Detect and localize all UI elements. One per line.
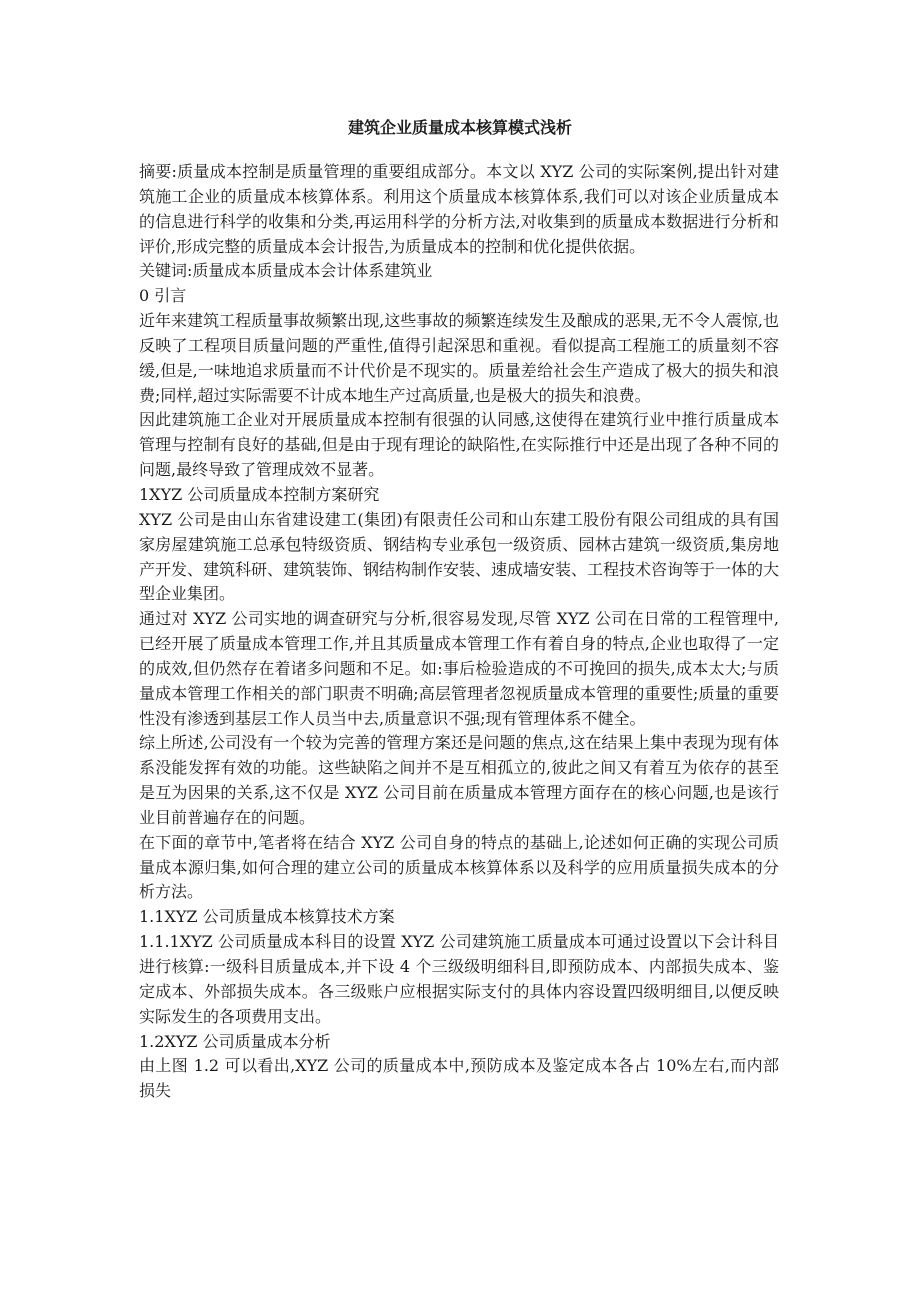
body-paragraph: 1.1.1XYZ 公司质量成本科目的设置 XYZ 公司建筑施工质量成本可通过设置以下会计科目进行核算:一级科目质量成本,并下设 4 个三级级明细科目,即预防成本、内部损失成本、鉴定成本、外部损失成本。各三级账户应根据实际支付的具体内容设置四级明细目,以便反映实际发生的各项费用支出。 — [139, 932, 779, 1026]
keywords-line: 关键词:质量成本质量成本会计体系建筑业 — [139, 261, 433, 281]
body-paragraph: 因此建筑施工企业对开展质量成本控制有很强的认同感,这使得在建筑行业中推行质量成本管理与控制有良好的基础,但是由于现有理论的缺陷性,在实际推行中还是出现了各种不同的问题,最终导致了管理成效不显著。 — [139, 410, 779, 480]
section-heading-1-2: 1.2XYZ 公司质量成本分析 — [139, 1031, 331, 1051]
body-paragraph: 在下面的章节中,笔者将在结合 XYZ 公司自身的特点的基础上,论述如何正确的实现公司质量成本源归集,如何合理的建立公司的质量成本核算体系以及科学的应用质量损失成本的分析方法。 — [139, 832, 779, 902]
section-heading-introduction: 0 引言 — [139, 286, 187, 306]
section-heading-1: 1XYZ 公司质量成本控制方案研究 — [139, 484, 380, 504]
body-paragraph: 由上图 1.2 可以看出,XYZ 公司的质量成本中,预防成本及鉴定成本各占 10%左右,而内部损失 — [139, 1056, 779, 1101]
body-paragraph: 通过对 XYZ 公司实地的调查研究与分析,很容易发现,尽管 XYZ 公司在日常的工程管理中,已经开展了质量成本管理工作,并且其质量成本管理工作有着自身的特点,企业也取得了一定的成效,但仍然存在着诸多问题和不足。如:事后检验造成的不可挽回的损失,成本太大;与质量成本管理工作相关的部门职责不明确;高层管理者忽视质量成本管理的重要性;质量的重要性没有渗透到基层工作人员当中去,质量意识不强;现有管理体系不健全。 — [139, 609, 779, 728]
abstract-paragraph: 摘要:质量成本控制是质量管理的重要组成部分。本文以 XYZ 公司的实际案例,提出针对建筑施工企业的质量成本核算体系。利用这个质量成本核算体系,我们可以对该企业质量成本的信息进行科学的收集和分类,再运用科学的分析方法,对收集到的质量成本数据进行分析和评价,形成完整的质量成本会计报告,为质量成本的控制和优化提供依据。 — [139, 162, 779, 256]
body-paragraph: XYZ 公司是由山东省建设建工(集团)有限责任公司和山东建工股份有限公司组成的具有国家房屋建筑施工总承包特级资质、钢结构专业承包一级资质、园林古建筑一级资质,集房地产开发、建筑科研、建筑装饰、钢结构制作安装、速成墙安装、工程技术咨询等于一体的大型企业集团。 — [139, 509, 780, 604]
document-body — [139, 160, 779, 1104]
body-paragraph: 综上所述,公司没有一个较为完善的管理方案还是问题的焦点,这在结果上集中表现为现有体系没能发挥有效的功能。这些缺陷之间并不是互相孤立的,彼此之间又有着互为依存的甚至是互为因果的关系,这不仅是 XYZ 公司目前在质量成本管理方面存在的核心问题,也是该行业目前普遍存在的问题。 — [139, 733, 779, 827]
section-heading-1-1: 1.1XYZ 公司质量成本核算技术方案 — [139, 907, 395, 927]
body-paragraph: 近年来建筑工程质量事故频繁出现,这些事故的频繁连续发生及酿成的恶果,无不令人震惊,也反映了工程项目质量问题的严重性,值得引起深思和重视。看似提高工程施工的质量刻不容缓,但是,一味地追求质量而不计代价是不现实的。质量差给社会生产造成了极大的损失和浪费;同样,超过实际需要不计成本地生产过高质量,也是极大的损失和浪费。 — [139, 311, 779, 405]
document-title: 建筑企业质量成本核算模式浅析 — [347, 118, 572, 137]
